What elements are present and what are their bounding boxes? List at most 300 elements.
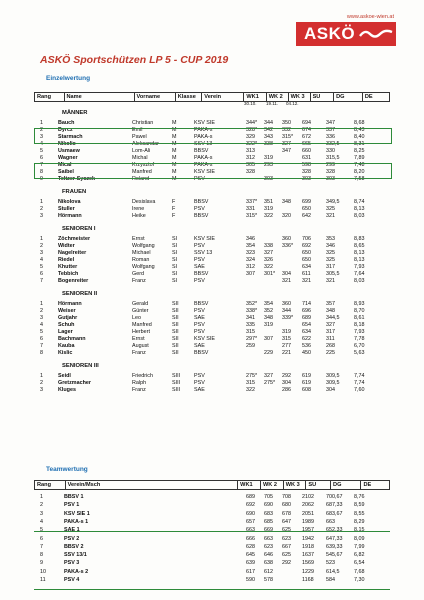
- table-cell: Friedrich: [132, 373, 153, 379]
- table-cell: PSV: [194, 308, 205, 314]
- table-cell: SI: [172, 243, 178, 249]
- table-cell: 307: [264, 336, 273, 342]
- table-cell: 350: [282, 120, 291, 126]
- table-cell: 8,20: [354, 169, 365, 175]
- table-cell: 354: [264, 301, 273, 307]
- table-row: [34, 301, 390, 308]
- table-cell: 598: [302, 162, 311, 168]
- team-row: [34, 519, 390, 526]
- table-cell: M: [172, 148, 177, 154]
- table-cell: 321: [326, 278, 335, 284]
- table-cell: KSV SIE: [194, 336, 215, 342]
- table-cell: 323: [246, 250, 255, 256]
- table-cell: 2: [40, 502, 43, 509]
- table-cell: SI: [172, 250, 178, 256]
- table-cell: 672: [302, 134, 311, 140]
- team-row: [34, 552, 390, 559]
- table-cell: 674: [302, 127, 311, 133]
- table-cell: F: [172, 213, 176, 219]
- table-cell: 690: [246, 510, 255, 517]
- table-cell: 342: [264, 127, 273, 133]
- table-cell: 319: [264, 155, 273, 161]
- table-cell: 277: [282, 343, 291, 349]
- table-cell: 327: [264, 250, 273, 256]
- table-cell: M: [172, 169, 177, 175]
- table-cell: 328*: [246, 127, 258, 133]
- group-heading: SENIOREN I: [62, 226, 96, 232]
- table-cell: BBSV: [194, 301, 209, 307]
- table-cell: 1: [40, 373, 43, 379]
- table-cell: 665: [302, 141, 311, 147]
- table-cell: 311: [326, 336, 335, 342]
- table-cell: 11: [40, 577, 46, 583]
- table-cell: SIII: [172, 380, 181, 386]
- table-cell: M: [172, 176, 177, 182]
- table-row: [34, 329, 390, 336]
- table-cell: 663: [246, 527, 255, 534]
- table-cell: SII: [172, 350, 179, 356]
- table-cell: Wolfgang: [132, 243, 155, 249]
- table-cell: 647: [282, 518, 291, 525]
- table-cell: SAE: [194, 387, 205, 393]
- col-wk1: WK1: [244, 93, 266, 102]
- table-cell: SI: [172, 257, 178, 263]
- date-wk1: 30.10.: [244, 101, 257, 106]
- table-cell: KSV SIE 1: [64, 510, 90, 517]
- table-cell: 708: [282, 494, 291, 500]
- table-cell: 332,5: [326, 141, 340, 147]
- table-cell: 9: [40, 176, 43, 182]
- table-cell: 330: [326, 148, 335, 154]
- table-cell: 690: [264, 502, 273, 509]
- table-cell: SSV 13: [194, 250, 213, 256]
- table-cell: 663: [264, 535, 273, 542]
- table-cell: August: [132, 343, 149, 349]
- table-cell: 617: [246, 568, 255, 575]
- table-row: [34, 264, 390, 271]
- table-cell: 687,33: [326, 502, 343, 509]
- table-cell: SII: [172, 329, 179, 335]
- table-cell: 680: [282, 502, 291, 509]
- table-cell: 4: [40, 141, 43, 147]
- table-cell: 328: [302, 169, 311, 175]
- table-row: [34, 236, 390, 243]
- table-row: [34, 387, 390, 394]
- table-cell: 650: [302, 206, 311, 212]
- table-cell: 344*: [246, 120, 258, 126]
- table-cell: 354: [246, 243, 255, 249]
- table-cell: Bauch: [58, 120, 75, 126]
- table-cell: 348: [264, 315, 273, 321]
- table-row: [34, 206, 390, 213]
- table-cell: 654: [302, 322, 311, 328]
- table-cell: 666: [246, 535, 255, 542]
- table-cell: Manfred: [132, 322, 152, 328]
- table-cell: 4: [40, 322, 43, 328]
- table-cell: 584: [326, 577, 335, 583]
- table-cell: 523: [326, 560, 335, 567]
- table-cell: SAE: [194, 343, 205, 349]
- table-cell: Gerd: [132, 271, 144, 277]
- table-cell: 7,64: [354, 271, 365, 277]
- table-cell: PSV: [194, 176, 205, 182]
- table-cell: 678: [282, 510, 291, 517]
- table-row: [34, 243, 390, 250]
- table-cell: 657: [246, 518, 255, 525]
- table-cell: 325: [326, 206, 335, 212]
- table-cell: 2: [40, 308, 43, 314]
- team-col-su: SU: [306, 481, 331, 490]
- table-cell: 619: [302, 380, 311, 386]
- table-cell: 8,83: [354, 236, 365, 242]
- team-row: [34, 577, 390, 584]
- table-cell: Kislic: [58, 350, 73, 356]
- table-cell: Widter: [58, 243, 75, 249]
- table-cell: 612: [264, 568, 273, 575]
- wave-icon: [359, 28, 393, 40]
- team-row: [34, 511, 390, 518]
- table-cell: Riedel: [58, 257, 75, 263]
- table-cell: PSV: [194, 257, 205, 263]
- date-wk2: 19.11.: [266, 101, 279, 106]
- table-cell: 352: [264, 308, 273, 314]
- table-cell: SII: [172, 322, 179, 328]
- table-cell: 696: [302, 308, 311, 314]
- table-cell: 1: [40, 199, 43, 205]
- team-col-de: DE: [361, 481, 390, 490]
- table-row: [34, 199, 390, 206]
- table-cell: 622: [302, 336, 311, 342]
- table-cell: SIII: [172, 373, 181, 379]
- table-cell: Günter: [132, 308, 149, 314]
- table-cell: SI: [172, 278, 178, 284]
- table-cell: Nikolova: [58, 199, 81, 205]
- table-cell: 645: [246, 552, 255, 559]
- table-cell: 304: [326, 387, 335, 393]
- table-cell: 341: [246, 315, 255, 321]
- table-cell: 8,55: [354, 510, 365, 517]
- col-vorname: Vorname: [134, 93, 175, 102]
- table-cell: 303: [326, 176, 335, 182]
- table-cell: 338: [264, 243, 273, 249]
- table-cell: 536: [302, 343, 311, 349]
- table-cell: 663: [326, 518, 335, 525]
- table-cell: 331: [246, 206, 255, 212]
- table-cell: 303: [302, 176, 311, 182]
- table-cell: Lager: [58, 329, 73, 335]
- table-cell: 683,67: [326, 510, 343, 517]
- table-cell: 689: [246, 494, 255, 500]
- table-cell: 327: [264, 373, 273, 379]
- table-cell: 3: [40, 134, 43, 140]
- table-cell: 338: [264, 141, 273, 147]
- table-cell: 10: [40, 568, 46, 575]
- table-cell: 638: [264, 560, 273, 567]
- table-cell: 8,68: [354, 120, 365, 126]
- table-cell: Roman: [132, 257, 150, 263]
- table-cell: M: [172, 155, 177, 161]
- table-cell: 2051: [302, 510, 314, 517]
- table-cell: 8: [40, 169, 43, 175]
- table-cell: 8,03: [354, 213, 365, 219]
- table-cell: 8,61: [354, 315, 365, 321]
- col-name: Name: [64, 93, 134, 102]
- table-cell: 1168: [302, 577, 314, 583]
- table-cell: 315: [282, 336, 291, 342]
- table-cell: 304: [282, 380, 291, 386]
- table-cell: 631: [302, 155, 311, 161]
- section-teamwertung: Teamwertung: [46, 466, 88, 473]
- table-cell: 625: [282, 552, 291, 559]
- table-cell: M: [172, 120, 177, 126]
- table-cell: 639,33: [326, 543, 343, 550]
- table-cell: 667: [282, 543, 291, 550]
- table-cell: 7,78: [354, 336, 365, 342]
- table-cell: 268: [326, 343, 335, 349]
- table-cell: 349,5: [326, 199, 340, 205]
- table-cell: Gerald: [132, 301, 149, 307]
- table-cell: SII: [172, 336, 179, 342]
- table-cell: 625: [282, 527, 291, 534]
- table-cell: 8,59: [354, 502, 365, 509]
- table-cell: 8,03: [354, 278, 365, 284]
- table-cell: 301*: [264, 271, 276, 277]
- table-cell: 8,13: [354, 206, 365, 212]
- table-cell: 8,70: [354, 308, 365, 314]
- table-cell: 7,48: [354, 162, 365, 168]
- table-cell: PAKA-s: [194, 127, 213, 133]
- table-cell: Khutter: [58, 264, 78, 270]
- table-cell: 319: [282, 329, 291, 335]
- table-cell: KSV SIE: [194, 236, 215, 242]
- table-cell: 8,18: [354, 322, 365, 328]
- table-cell: Mical: [58, 162, 72, 168]
- table-cell: 344,5: [326, 315, 340, 321]
- table-cell: PSV: [194, 329, 205, 335]
- table-cell: 336: [326, 134, 335, 140]
- table-cell: Heike: [132, 213, 146, 219]
- table-cell: 1989: [302, 518, 314, 525]
- table-cell: 312: [246, 155, 255, 161]
- table-cell: 611: [302, 271, 311, 277]
- table-cell: 286: [282, 387, 291, 393]
- table-cell: Tebbich: [58, 271, 79, 277]
- table-cell: 545,67: [326, 552, 343, 559]
- table-row: [34, 315, 390, 322]
- table-cell: 332: [282, 127, 291, 133]
- table-cell: 8,93: [354, 301, 365, 307]
- table-cell: 344: [264, 120, 273, 126]
- table-cell: 614,5: [326, 568, 340, 575]
- table-cell: 7,30: [354, 577, 365, 583]
- section-einzelwertung: Einzelwertung: [46, 75, 91, 82]
- table-cell: BBSV: [194, 148, 209, 154]
- table-cell: KSV SIE: [194, 120, 215, 126]
- table-cell: 7,58: [354, 176, 365, 182]
- date-wk3: 04.12.: [286, 101, 299, 106]
- table-cell: 319: [264, 322, 273, 328]
- table-cell: 325: [326, 257, 335, 263]
- table-cell: 8,40: [354, 134, 365, 140]
- table-cell: 312: [246, 264, 255, 270]
- table-cell: 2: [40, 243, 43, 249]
- table-cell: Nagelreiter: [58, 250, 87, 256]
- table-cell: 324: [246, 257, 255, 263]
- einzel-table-header: [34, 92, 390, 102]
- table-cell: 321: [282, 278, 291, 284]
- table-cell: 309,5: [326, 373, 340, 379]
- table-cell: 650: [302, 257, 311, 263]
- table-cell: 353: [326, 236, 335, 242]
- table-row: [34, 336, 390, 343]
- table-cell: Wagner: [58, 155, 78, 161]
- table-cell: 309,5: [326, 380, 340, 386]
- table-cell: 352*: [246, 301, 258, 307]
- table-cell: Hörmann: [58, 213, 82, 219]
- table-cell: BBSV 2: [64, 543, 84, 550]
- brand-logo-text: ASKÖ: [304, 24, 356, 43]
- table-cell: PSV: [194, 380, 205, 386]
- table-cell: 8,25: [354, 148, 365, 154]
- table-cell: PAKA-s 2: [64, 568, 89, 575]
- table-cell: Hörmann: [58, 301, 82, 307]
- team-row: [34, 502, 390, 509]
- table-cell: Nikolic: [58, 141, 76, 147]
- table-cell: Roland: [132, 176, 150, 182]
- table-cell: PAKA-s: [194, 155, 213, 161]
- table-row: [34, 343, 390, 350]
- table-cell: Franz: [132, 278, 146, 284]
- table-cell: 706: [302, 236, 311, 242]
- table-cell: 357: [326, 301, 335, 307]
- team-col-wk3: WK 3: [283, 481, 306, 490]
- table-cell: 317: [326, 329, 335, 335]
- table-cell: PAKA-s: [194, 162, 213, 168]
- highlight-box-paka-2: [34, 163, 392, 179]
- table-row: [34, 308, 390, 315]
- table-cell: 348: [326, 308, 335, 314]
- page-title: ASKÖ Sportschützen LP 5 - CUP 2019: [40, 54, 229, 66]
- table-cell: M: [172, 162, 177, 168]
- table-cell: KSV SIE: [194, 169, 215, 175]
- table-cell: 1: [40, 236, 43, 242]
- table-cell: Stuller: [58, 206, 75, 212]
- table-cell: 4: [40, 518, 43, 525]
- table-cell: 9: [40, 560, 43, 567]
- table-cell: 450: [302, 350, 311, 356]
- col-su: SU: [310, 93, 334, 102]
- table-cell: Ernst: [132, 236, 145, 242]
- table-cell: 692: [246, 502, 255, 509]
- table-cell: 634: [302, 329, 311, 335]
- table-cell: 360: [282, 236, 291, 242]
- table-cell: Ralph: [132, 380, 147, 386]
- table-cell: 327: [282, 141, 291, 147]
- table-cell: 321: [326, 213, 335, 219]
- table-cell: 634: [302, 264, 311, 270]
- table-cell: 225: [326, 350, 335, 356]
- table-cell: 321: [302, 278, 311, 284]
- brand-url: www.askoe-wien.at: [346, 14, 394, 20]
- table-cell: 360: [282, 301, 291, 307]
- table-cell: 6: [40, 336, 43, 342]
- table-cell: 337*: [246, 199, 258, 205]
- table-cell: Franz: [132, 350, 146, 356]
- table-cell: 6,54: [354, 560, 365, 567]
- table-cell: 8,29: [354, 518, 365, 525]
- table-cell: 1: [40, 494, 43, 500]
- table-cell: 346: [326, 243, 335, 249]
- table-cell: SAE: [194, 264, 205, 270]
- table-cell: 315: [246, 380, 255, 386]
- table-cell: 336*: [282, 243, 294, 249]
- table-cell: 628: [246, 543, 255, 550]
- col-wk3: WK 3: [288, 93, 310, 102]
- team-bottom-line: [34, 589, 390, 590]
- table-cell: 6,82: [354, 552, 365, 559]
- table-cell: 714: [302, 301, 311, 307]
- table-cell: 7: [40, 162, 43, 168]
- table-cell: 619: [302, 373, 311, 379]
- table-cell: 2062: [302, 502, 314, 509]
- group-heading: SENIOREN III: [62, 363, 99, 369]
- table-cell: 1: [40, 301, 43, 307]
- table-cell: 8,65: [354, 243, 365, 249]
- table-cell: BBSV: [194, 213, 209, 219]
- table-cell: 313: [246, 148, 255, 154]
- table-cell: Pawel: [132, 134, 147, 140]
- table-cell: 7,99: [354, 543, 365, 550]
- table-cell: 692: [302, 243, 311, 249]
- table-cell: BBSV: [194, 350, 209, 356]
- highlight-box-paka: [34, 128, 392, 144]
- table-cell: 4: [40, 257, 43, 263]
- table-cell: 305,5: [326, 271, 340, 277]
- table-row: [34, 322, 390, 329]
- table-cell: 3: [40, 250, 43, 256]
- table-cell: 8,13: [354, 257, 365, 263]
- team-col-wk1: WK1: [238, 481, 261, 490]
- table-cell: 299: [326, 162, 335, 168]
- team-col-rang: Rang: [35, 481, 66, 490]
- table-cell: 646: [264, 552, 273, 559]
- table-cell: SAE 1: [64, 527, 80, 534]
- team-divider-line: [34, 531, 390, 532]
- table-cell: 322: [264, 264, 273, 270]
- table-cell: Starmach: [58, 134, 83, 140]
- table-row: [34, 373, 390, 380]
- table-cell: 327: [326, 322, 335, 328]
- table-cell: SII: [172, 301, 179, 307]
- table-cell: Bachmann: [58, 336, 86, 342]
- table-cell: Zöchmeister: [58, 236, 91, 242]
- table-cell: Kluges: [58, 387, 76, 393]
- table-cell: 7,74: [354, 380, 365, 386]
- table-cell: 3: [40, 315, 43, 321]
- table-cell: 317: [326, 264, 335, 270]
- table-cell: F: [172, 199, 176, 205]
- col-rang: Rang: [35, 93, 65, 102]
- table-cell: 8,31: [354, 141, 365, 147]
- table-cell: 315*: [246, 213, 258, 219]
- table-cell: SII: [172, 315, 179, 321]
- table-cell: 259: [246, 343, 255, 349]
- table-row: [34, 120, 390, 127]
- table-cell: 315,5: [326, 155, 340, 161]
- table-cell: 647,33: [326, 535, 343, 542]
- table-cell: 292: [282, 560, 291, 567]
- table-cell: 8,76: [354, 494, 365, 500]
